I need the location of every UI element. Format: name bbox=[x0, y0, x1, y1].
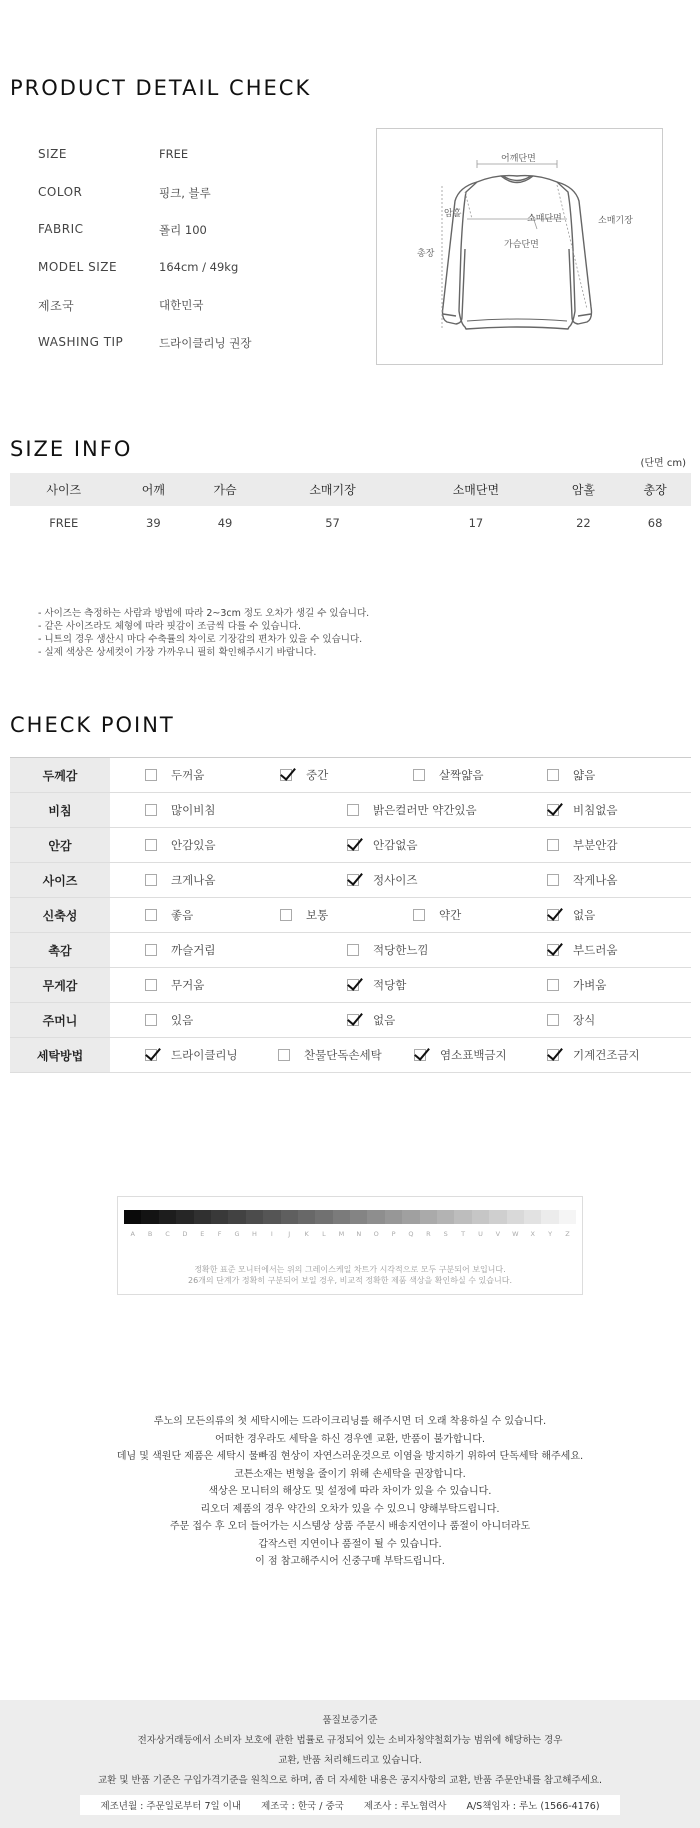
check-option bbox=[145, 828, 215, 862]
check-option-label: 찬물단독손세탁 bbox=[304, 1048, 382, 1062]
grayscale-swatch bbox=[524, 1210, 541, 1224]
notice-line: 주문 접수 후 오더 들어가는 시스템상 상품 주문시 배송지연이나 품절이 아니더라도 bbox=[169, 1521, 531, 1532]
size-column-header: 가슴 bbox=[189, 473, 261, 506]
grayscale-swatch bbox=[541, 1210, 558, 1224]
check-row bbox=[10, 1038, 691, 1073]
check-option-label: 까슬거림 bbox=[171, 943, 216, 957]
check-row-label: 사이즈 bbox=[10, 863, 110, 897]
footer-title: 품질보증기준 bbox=[322, 1715, 378, 1726]
checkbox-checked bbox=[347, 1014, 359, 1026]
checkbox-unchecked bbox=[547, 979, 559, 991]
grayscale-swatch bbox=[141, 1210, 158, 1224]
size-cell: 22 bbox=[576, 516, 591, 530]
notice-line: 루노의 모든의류의 첫 세탁시에는 드라이크리닝를 해주시면 더 오래 착용하실 수 있습니다. bbox=[153, 1416, 547, 1427]
detail-value: 폴리 100 bbox=[159, 223, 207, 237]
grayscale-swatch bbox=[298, 1210, 315, 1224]
grayscale-swatch bbox=[211, 1210, 228, 1224]
grayscale-letter: T bbox=[461, 1230, 466, 1238]
checkbox-unchecked bbox=[145, 909, 157, 921]
grayscale-swatch bbox=[472, 1210, 489, 1224]
grayscale-swatch bbox=[507, 1210, 524, 1224]
size-unit: (단면 cm) bbox=[640, 458, 686, 469]
grayscale-letter: I bbox=[270, 1230, 273, 1238]
grayscale-swatch bbox=[263, 1210, 280, 1224]
checkbox-checked bbox=[547, 1049, 559, 1061]
grayscale-swatch bbox=[420, 1210, 437, 1224]
check-option bbox=[547, 758, 595, 792]
check-option-label: 좋음 bbox=[171, 908, 194, 922]
checkbox-checked bbox=[547, 909, 559, 921]
checkbox-checked bbox=[414, 1049, 426, 1061]
detail-value: 핑크, 블루 bbox=[159, 185, 211, 200]
grayscale-swatch bbox=[124, 1210, 141, 1224]
size-notes bbox=[38, 607, 369, 659]
checkbox-checked bbox=[547, 944, 559, 956]
grayscale-swatch bbox=[176, 1210, 193, 1224]
check-row bbox=[10, 758, 691, 793]
check-row-label: 세탁방법 bbox=[10, 1038, 110, 1072]
size-column-header: 소매단면 bbox=[404, 473, 547, 506]
grayscale-letter: F bbox=[217, 1230, 222, 1238]
checkbox-unchecked bbox=[547, 769, 559, 781]
notice-line: 갑작스런 지연이나 품절이 될 수 있습니다. bbox=[258, 1538, 442, 1550]
diagram-label-armhole: 암홀 bbox=[444, 209, 462, 219]
grayscale-letters bbox=[124, 1230, 576, 1238]
diagram-label-sleeve-width: 소매단면 bbox=[527, 214, 562, 224]
detail-value: 대한민국 bbox=[159, 298, 204, 312]
size-table-header bbox=[10, 473, 691, 506]
check-option bbox=[547, 1038, 640, 1072]
checkbox-unchecked bbox=[145, 804, 157, 816]
grayscale-letter: P bbox=[391, 1230, 396, 1238]
checkbox-unchecked bbox=[547, 1014, 559, 1026]
check-row-label: 촉감 bbox=[10, 933, 110, 967]
grayscale-swatch bbox=[437, 1210, 454, 1224]
checkbox-unchecked bbox=[347, 804, 359, 816]
diagram-label-chest: 가슴단면 bbox=[504, 240, 539, 250]
grayscale-swatch bbox=[454, 1210, 471, 1224]
checkbox-checked bbox=[547, 804, 559, 816]
grayscale-swatch bbox=[385, 1210, 402, 1224]
size-info-title: SIZE INFO bbox=[10, 437, 133, 461]
check-option-label: 가벼움 bbox=[573, 978, 607, 992]
size-note: - 사이즈는 측정하는 사람과 방법에 따라 2~3cm 정도 오차가 생길 수 있습니다. bbox=[38, 608, 370, 619]
notice-line: 색상은 모니터의 해상도 및 설정에 따라 차이가 있을 수 있습니다. bbox=[208, 1486, 492, 1497]
footer-info-item: 제조년월 : 주문일로부터 7일 이내 bbox=[100, 1801, 242, 1812]
check-option bbox=[347, 933, 429, 967]
care-notice bbox=[0, 1413, 700, 1571]
grayscale-swatch bbox=[559, 1210, 576, 1224]
check-row-label: 비침 bbox=[10, 793, 110, 827]
footer-line: 교환 및 반품 기준은 구입가격기준을 원칙으로 하며, 좀 더 자세한 내용은 공지사항의 교환, 반품 주문안내를 참고해주세요. bbox=[97, 1775, 603, 1786]
size-column-header: 어깨 bbox=[118, 473, 190, 506]
check-option bbox=[145, 968, 204, 1002]
check-option-label: 적당함 bbox=[373, 978, 407, 992]
check-option bbox=[347, 968, 406, 1002]
size-row bbox=[10, 506, 691, 540]
size-table bbox=[10, 473, 691, 540]
check-row-label: 안감 bbox=[10, 828, 110, 862]
checkbox-unchecked bbox=[278, 1049, 290, 1061]
checkbox-checked bbox=[347, 874, 359, 886]
check-option-label: 드라이클리닝 bbox=[171, 1048, 238, 1062]
checkbox-checked bbox=[347, 979, 359, 991]
check-point-title: CHECK POINT bbox=[10, 713, 175, 737]
size-column-header: 소매기장 bbox=[261, 473, 404, 506]
grayscale-letter: N bbox=[356, 1230, 362, 1238]
check-option bbox=[547, 968, 606, 1002]
grayscale-swatch bbox=[315, 1210, 332, 1224]
footer-line: 교환, 반품 처리해드리고 있습니다. bbox=[278, 1755, 422, 1766]
grayscale-letter: R bbox=[426, 1230, 431, 1238]
check-row-label: 주머니 bbox=[10, 1003, 110, 1037]
check-option bbox=[280, 898, 328, 932]
detail-key: 제조국 bbox=[38, 299, 75, 313]
notice-line: 코튼소재는 변형을 줄이기 위해 손세탁을 권장합니다. bbox=[234, 1468, 466, 1480]
check-option-label: 안감있음 bbox=[171, 838, 216, 852]
grayscale-letter: G bbox=[234, 1230, 240, 1238]
check-option bbox=[145, 1003, 193, 1037]
detail-key: SIZE bbox=[38, 147, 67, 161]
diagram-label-shoulder: 어깨단면 bbox=[501, 154, 536, 164]
check-option bbox=[547, 828, 617, 862]
size-column-header: 암홀 bbox=[548, 473, 620, 506]
grayscale-swatch bbox=[281, 1210, 298, 1224]
size-table-body bbox=[10, 506, 691, 540]
detail-key: MODEL SIZE bbox=[38, 259, 118, 274]
check-option bbox=[145, 863, 215, 897]
check-option-label: 얇음 bbox=[573, 768, 596, 782]
check-option-label: 적당한느낌 bbox=[373, 943, 429, 957]
footer-line: 전자상거래등에서 소비자 보호에 관한 법률로 규정되어 있는 소비자청약철회가능 범위에 해당하는 경우 bbox=[137, 1735, 563, 1746]
check-option-label: 기계건조금지 bbox=[573, 1048, 640, 1062]
check-option bbox=[547, 1003, 595, 1037]
detail-value: 164cm / 49kg bbox=[159, 259, 239, 274]
check-row bbox=[10, 898, 691, 933]
size-note: - 니트의 경우 생산시 마다 수축률의 차이로 기장감의 편차가 있을 수 있습니다. bbox=[38, 634, 363, 645]
footer-info-bar bbox=[80, 1795, 619, 1815]
grayscale-swatch bbox=[228, 1210, 245, 1224]
check-row-label: 신축성 bbox=[10, 898, 110, 932]
check-option bbox=[414, 1038, 507, 1072]
size-cell: FREE bbox=[49, 516, 79, 530]
notice-line: 데님 및 색원단 제품은 세탁시 물빠짐 현상이 자연스러운것으로 이염을 방지하기 위하여 단독세탁 해주세요. bbox=[116, 1451, 584, 1462]
check-option-label: 부분안감 bbox=[573, 838, 618, 852]
check-option-label: 밝은컬러만 약간있음 bbox=[373, 803, 477, 817]
grayscale-line: 정확한 표준 모니터에서는 위의 그레이스케일 차트가 시각적으로 모두 구분되어 보입니다. bbox=[194, 1265, 506, 1274]
detail-key: WASHING TIP bbox=[38, 334, 124, 349]
check-option-label: 많이비침 bbox=[171, 803, 216, 817]
check-option bbox=[547, 898, 595, 932]
check-option-label: 크게나옴 bbox=[171, 873, 216, 887]
checkbox-unchecked bbox=[547, 874, 559, 886]
checkbox-unchecked bbox=[145, 944, 157, 956]
detail-key: FABRIC bbox=[38, 222, 84, 236]
checkbox-unchecked bbox=[145, 979, 157, 991]
grayscale-letter: O bbox=[373, 1230, 379, 1238]
grayscale-swatch bbox=[246, 1210, 263, 1224]
grayscale-letter: Q bbox=[408, 1230, 414, 1238]
check-option-label: 중간 bbox=[306, 768, 329, 782]
grayscale-letter: M bbox=[338, 1230, 345, 1238]
checkbox-checked bbox=[347, 839, 359, 851]
size-column-header: 사이즈 bbox=[10, 473, 118, 506]
check-row bbox=[10, 1003, 691, 1038]
check-row bbox=[10, 828, 691, 863]
grayscale-swatch bbox=[402, 1210, 419, 1224]
size-cell: 49 bbox=[217, 516, 233, 530]
grayscale-letter: J bbox=[288, 1230, 291, 1238]
checkbox-unchecked bbox=[547, 839, 559, 851]
check-option-label: 안감없음 bbox=[373, 838, 418, 852]
notice-line: 어떠한 경우라도 세탁을 하신 경우엔 교환, 반품이 불가합니다. bbox=[214, 1433, 486, 1445]
grayscale-letter: D bbox=[182, 1230, 188, 1238]
size-cell: 57 bbox=[325, 516, 340, 530]
grayscale-swatch bbox=[159, 1210, 176, 1224]
checkbox-checked bbox=[145, 1049, 157, 1061]
check-option-label: 살짝얇음 bbox=[439, 768, 484, 782]
check-row bbox=[10, 863, 691, 898]
size-cell: 17 bbox=[468, 516, 484, 530]
grayscale-letter: C bbox=[165, 1230, 170, 1238]
check-option bbox=[278, 1038, 382, 1072]
check-option bbox=[145, 898, 193, 932]
check-option-label: 장식 bbox=[573, 1013, 596, 1027]
grayscale-letter: V bbox=[495, 1230, 501, 1238]
checkbox-unchecked bbox=[280, 909, 292, 921]
size-diagram bbox=[376, 128, 663, 365]
check-option-label: 없음 bbox=[573, 908, 596, 922]
checkbox-unchecked bbox=[145, 874, 157, 886]
grayscale-swatch bbox=[333, 1210, 350, 1224]
detail-value: FREE bbox=[159, 147, 189, 161]
check-option-label: 두꺼움 bbox=[171, 768, 205, 782]
grayscale-letter: L bbox=[322, 1230, 326, 1238]
grayscale-letter: S bbox=[443, 1230, 448, 1238]
footer-lines bbox=[0, 1731, 700, 1791]
footer-info-item: 제조사 : 루노협력사 bbox=[363, 1801, 447, 1812]
grayscale-letter: K bbox=[304, 1230, 309, 1238]
check-option bbox=[547, 933, 617, 967]
check-option bbox=[145, 1038, 238, 1072]
check-option-label: 정사이즈 bbox=[373, 873, 418, 887]
grayscale-chart bbox=[117, 1196, 583, 1295]
check-row bbox=[10, 793, 691, 828]
size-cell: 68 bbox=[647, 516, 663, 530]
check-option-label: 작게나옴 bbox=[573, 873, 618, 887]
check-option bbox=[413, 758, 483, 792]
grayscale-bar bbox=[124, 1210, 576, 1224]
check-option bbox=[280, 758, 328, 792]
check-option bbox=[145, 933, 215, 967]
detail-key: COLOR bbox=[38, 184, 83, 199]
quality-footer bbox=[0, 1700, 700, 1828]
grayscale-swatch bbox=[350, 1210, 367, 1224]
grayscale-letter: U bbox=[478, 1230, 483, 1238]
check-option bbox=[547, 793, 617, 827]
check-option bbox=[347, 1003, 395, 1037]
grayscale-letter: B bbox=[147, 1230, 153, 1238]
checkbox-unchecked bbox=[413, 769, 425, 781]
check-option-label: 없음 bbox=[373, 1013, 396, 1027]
grayscale-description bbox=[118, 1264, 582, 1286]
check-option bbox=[145, 793, 215, 827]
notice-line: 리오더 제품의 경우 약간의 오차가 있을 수 있으니 양해부탁드립니다. bbox=[200, 1503, 500, 1515]
checkbox-unchecked bbox=[413, 909, 425, 921]
grayscale-letter: X bbox=[530, 1230, 535, 1238]
check-option bbox=[347, 863, 417, 897]
check-option-label: 부드러움 bbox=[573, 943, 618, 957]
check-row bbox=[10, 968, 691, 1003]
footer-info-item: A/S책임자 : 루노 (1566-4176) bbox=[466, 1801, 600, 1812]
grayscale-letter: H bbox=[251, 1230, 257, 1238]
size-column-header: 총장 bbox=[619, 473, 691, 506]
check-option-label: 보통 bbox=[306, 908, 329, 922]
checkbox-checked bbox=[280, 769, 292, 781]
detail-value: 드라이클리닝 권장 bbox=[159, 335, 252, 350]
grayscale-letter: Z bbox=[565, 1230, 570, 1238]
size-note: - 실제 색상은 상세컷이 가장 가까우니 필히 확인해주시기 바랍니다. bbox=[38, 647, 317, 658]
size-cell: 39 bbox=[146, 516, 161, 530]
diagram-label-total-length: 총장 bbox=[417, 249, 435, 259]
size-note: - 같은 사이즈라도 체형에 따라 핏감이 조금씩 다를 수 있습니다. bbox=[38, 621, 302, 632]
check-point-table bbox=[10, 757, 691, 1073]
grayscale-swatch bbox=[489, 1210, 506, 1224]
check-option-label: 있음 bbox=[171, 1013, 194, 1027]
notice-line: 이 점 참고해주시어 신중구매 부탁드립니다. bbox=[255, 1556, 445, 1567]
check-option-label: 무거움 bbox=[171, 978, 205, 992]
check-row bbox=[10, 933, 691, 968]
checkbox-unchecked bbox=[145, 839, 157, 851]
check-option-label: 염소표백금지 bbox=[440, 1048, 507, 1062]
check-option-label: 비침없음 bbox=[573, 803, 618, 817]
grayscale-letter: W bbox=[512, 1230, 519, 1238]
checkbox-unchecked bbox=[145, 769, 157, 781]
grayscale-swatch bbox=[367, 1210, 384, 1224]
footer-info-item: 제조국 : 한국 / 중국 bbox=[261, 1801, 344, 1812]
grayscale-line: 26개의 단계가 정확히 구분되어 보일 경우, 비교적 정확한 제품 색상을 확인하실 수 있습니다. bbox=[188, 1276, 512, 1285]
check-option-label: 약간 bbox=[439, 908, 462, 922]
checkbox-unchecked bbox=[347, 944, 359, 956]
check-row-label: 무게감 bbox=[10, 968, 110, 1002]
detail-title: PRODUCT DETAIL CHECK bbox=[10, 76, 312, 100]
check-option bbox=[347, 828, 417, 862]
grayscale-letter: Y bbox=[548, 1230, 553, 1238]
check-option bbox=[547, 863, 617, 897]
grayscale-letter: A bbox=[130, 1230, 135, 1238]
checkbox-unchecked bbox=[145, 1014, 157, 1026]
check-option bbox=[413, 898, 461, 932]
check-row-label: 두께감 bbox=[10, 758, 110, 792]
check-option bbox=[145, 758, 204, 792]
check-option bbox=[347, 793, 477, 827]
grayscale-letter: E bbox=[200, 1230, 205, 1238]
grayscale-swatch bbox=[194, 1210, 211, 1224]
diagram-label-sleeve-length: 소매기장 bbox=[598, 216, 633, 226]
